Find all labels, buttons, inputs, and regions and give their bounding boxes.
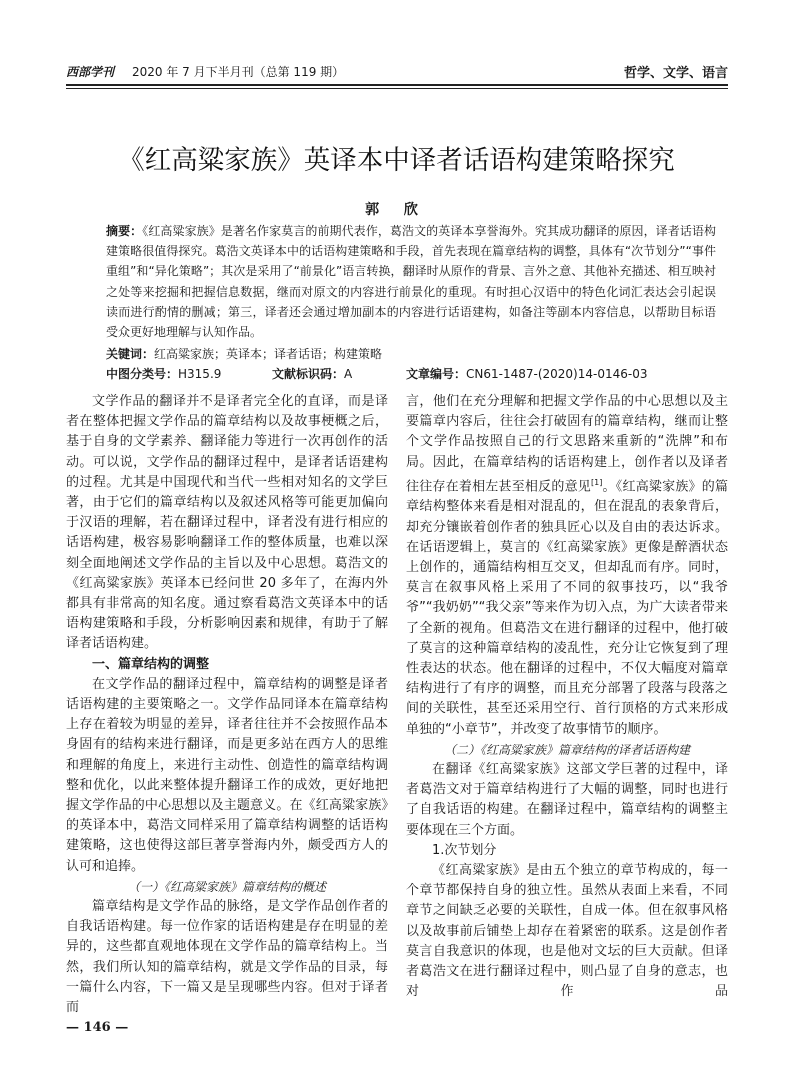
clc-number xyxy=(106,365,221,382)
paragraph-text: 。《红高粱家族》的篇章结构整体来看是相对混乱的，但在混乱的表象背后，却充分镶嵌着创作者的独具匠心以及自由的表达诉求。在话语逻辑上，莫言的《红高粱家族》更像是醉酒状态上创作的，通篇结构相互交叉，但却乱而有序。同时，莫言在叙事风格上采用了不同的叙事技巧，以“我爷爷”“我奶奶”“我父亲”等来作为切入点，为广大读者带来了全新的视角。但葛浩文在进行翻译的过程中，他打破了莫言的这种篇章结构的凌乱性，充分让它恢复到了理性表达的状态。他在翻译的过程中，不仅大幅度对篇章结构进行了有序的调整，而且充分部署了段落与段落之间的关联性，甚至还采用空行、首行顶格的方式来形成单独的“小章节”，并改变了故事情节的顺序。 xyxy=(406,479,728,737)
paragraph: 篇章结构是文学作品的脉络，是文学作品创作者的自我话语构建。每一位作家的话语构建是存在明显的差异的，这些都直观地体现在文学作品的篇章结构上。当然，我们所认知的篇章结构，就是文学作品的目录，每一篇什么内容，下一篇又是呈现哪些内容。但对于译者而 xyxy=(66,899,388,1016)
article-title: 《红高粱家族》英译本中译者话语构建策略探究 xyxy=(118,145,675,176)
abstract-label: 摘要： xyxy=(106,224,143,238)
body-column-left xyxy=(66,392,388,1018)
issue-info: 2020 年 7 月下半月刊（总第 119 期） xyxy=(132,65,345,79)
section-heading: 一、篇章结构的调整 xyxy=(92,656,210,672)
article-number-value: CN61-1487-(2020)14-0146-03 xyxy=(466,367,648,381)
journal-name: 西部学刊 xyxy=(66,65,115,79)
article-number xyxy=(406,365,647,382)
clc-label: 中图分类号： xyxy=(106,367,179,381)
header-rule-thin xyxy=(66,88,728,89)
paragraph-text: 言，他们在充分理解和把握文学作品的中心思想以及主要篇章内容后，往往会打破固有的篇章结构，继而让整个文学作品按照自己的行文思路来重新的“洗牌”和布局。因此，在篇章结构的话语构建上，创作者以及译者往往存在着相左甚至相反的意见 xyxy=(406,394,728,495)
doc-code-value: A xyxy=(344,367,353,381)
body-column-right xyxy=(406,392,728,1002)
keywords-label: 关键词： xyxy=(106,347,155,361)
doc-code-label: 文献标识码： xyxy=(272,367,345,381)
section-name: 哲学、文学、语言 xyxy=(623,66,728,81)
running-header xyxy=(66,62,728,82)
paragraph xyxy=(406,392,728,740)
paragraph: 文学作品的翻译并不是译者完全化的直译，而是译者在整体把握文学作品的篇章结构以及故事梗概之后，基于自身的文学素养、翻译能力等进行一次再创作的活动。可以说，文学作品的翻译过程中，是译者话语建构的过程。尤其是中国现代和当代一些相对知名的文学巨著，由于它们的篇章结构以及叙述风格等可能更加偏向于汉语的理解，若在翻译过程中，译者没有进行相应的话语构建，极容易影响翻译工作的整体质量，也难以深刻全面地阐述文学作品的主旨以及中心思想。葛浩文的《红高粱家族》英译本已经问世 20 多年了，在海内外都具有非常高的知名度。通过察看葛浩文英译本中的话语构建策略和手段，分析影响因素和规律，有助于了解译者话语构建。 xyxy=(66,394,388,652)
abstract-text: 《红高粱家族》是著名作家莫言的前期代表作，葛浩文的英译本享誉海外。究其成功翻译的原因，译者话语构建策略很值得探究。葛浩文英译本中的话语构建策略和手段，首先表现在篇章结构的调整，具体有“次节划分”“事件重组”和“异化策略”；其次是采用了“前景化”语言转换，翻译时从原作的背景、言外之意、其他补充描述、相互映衬之处等来挖掘和把握信息数据，继而对原文的内容进行前景化的重现。有时担心汉语中的特色化词汇表达会引起误读而进行酌情的删减；第三，译者还会通过增加副本的内容进行话语建构，如备注等副本内容信息，以帮助目标语受众更好地理解与认知作品。 xyxy=(106,224,716,340)
abstract xyxy=(106,221,716,342)
header-rule-thick xyxy=(66,84,728,86)
clc-value: H315.9 xyxy=(178,367,222,381)
article-number-label: 文章编号： xyxy=(406,367,467,381)
subsection-heading: （二）《红高粱家族》篇章结构的译者话语构建 xyxy=(443,742,690,757)
paragraph: 在翻译《红高粱家族》这部文学巨著的过程中，译者葛浩文对于篇章结构进行了大幅的调整，同时也进行了自我话语的构建。在翻译过程中，篇章结构的调整主要体现在三个方面。 xyxy=(406,761,728,838)
paragraph: 在文学作品的翻译过程中，篇章结构的调整是译者话语构建的主要策略之一。文学作品同译本在篇章结构上存在着较为明显的差异，译者往往并不会按照作品本身固有的结构来进行翻译，而是更多站在西方人的思维和理解的角度上，来进行主动性、创造性的篇章结构调整和优化，以此来整体提升翻译工作的成效，更好地把握文学作品的中心思想以及主题意义。在《红高粱家族》的英译本中，葛浩文同样采用了篇章结构调整的话语构建策略，这也使得这部巨著享誉海内外，颇受西方人的认可和追捧。 xyxy=(66,676,388,874)
subsubsection-heading: 1.次节划分 xyxy=(432,842,497,858)
paragraph: 《红高粱家族》是由五个独立的章节构成的，每一个章节都保持自身的独立性。虽然从表面上来看，不同章节之间缺乏必要的关联性，自成一体。但在叙事风格以及故事前后铺垫上却存在着紧密的联系。这是创作者莫言自我意识的体现，也是他对文坛的巨大贡献。但译者葛浩文在进行翻译过程中，则凸显了自身的意志，也对作品 xyxy=(406,863,728,1000)
subsection-heading: （一）《红高粱家族》篇章结构的概述 xyxy=(127,879,326,894)
keywords xyxy=(106,345,382,362)
article-author: 郭 欣 xyxy=(365,202,428,218)
page-number: — 146 — xyxy=(66,1020,129,1035)
doc-code xyxy=(272,365,352,382)
citation-ref: [1] xyxy=(591,477,603,487)
keywords-text: 红高粱家族；英译本；译者话语；构建策略 xyxy=(154,347,383,361)
